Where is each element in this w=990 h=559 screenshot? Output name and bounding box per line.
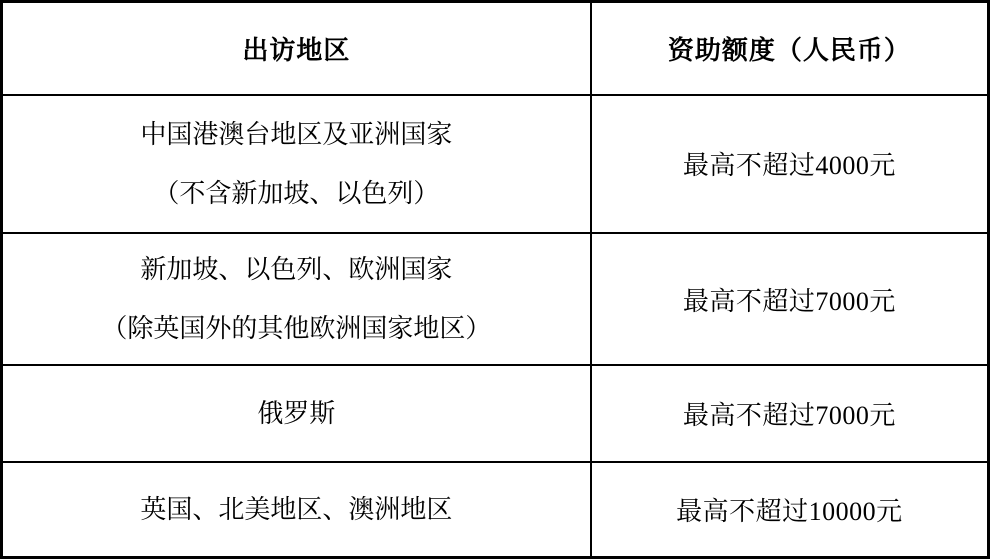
amount-cell: 最高不超过10000元 (591, 462, 989, 557)
region-line: （除英国外的其他欧洲国家地区） (101, 314, 492, 343)
region-line: 俄罗斯 (257, 399, 336, 429)
region-line: 新加坡、以色列、欧洲国家 (140, 255, 453, 284)
table-row (2, 462, 989, 557)
amount-cell: 最高不超过4000元 (591, 95, 989, 233)
region-line: 中国港澳台地区及亚洲国家 (140, 119, 453, 149)
header-row (2, 2, 989, 95)
amount-cell: 最高不超过7000元 (591, 365, 989, 462)
column-header-region: 出访地区 (2, 2, 591, 95)
region-line: 英国、北美地区、澳洲地区 (140, 495, 453, 525)
region-cell (2, 95, 591, 233)
region-cell (2, 233, 591, 365)
region-cell (2, 365, 591, 462)
region-cell (2, 462, 591, 557)
table-row (2, 95, 989, 233)
column-header-amount: 资助额度（人民币） (591, 2, 989, 95)
region-line: （不含新加坡、以色列） (153, 178, 440, 208)
amount-cell: 最高不超过7000元 (591, 233, 989, 365)
table-row (2, 233, 989, 365)
table-row (2, 365, 989, 462)
